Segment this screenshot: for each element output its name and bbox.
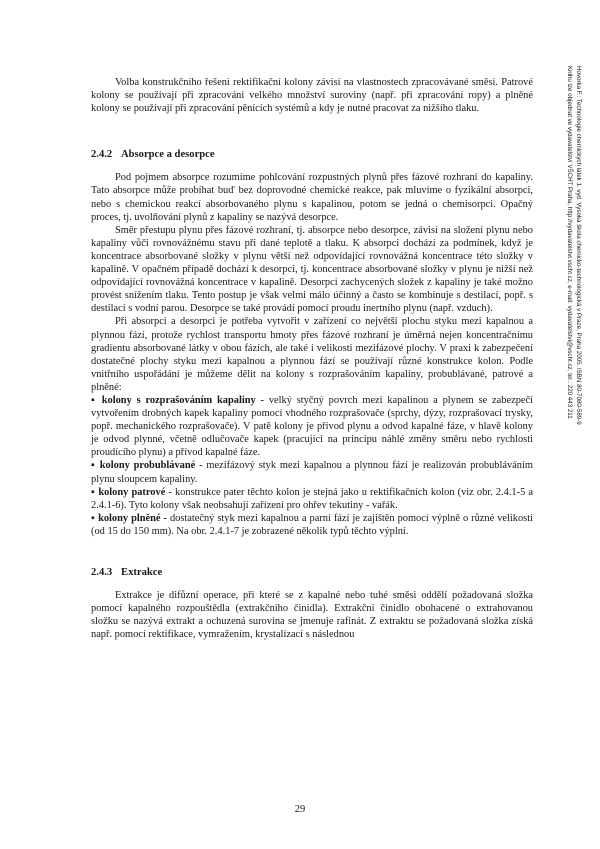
bullet-icon: ▪ xyxy=(91,512,96,524)
list-item-text: konstrukce pater těchto kolon je stejná jako u rektifikačních kolon (viz obr. 2.4.1-5 a 2.4.1-6). Tyto kolony však neobsahují zařízení pro ohřev tekutiny - vařák. xyxy=(91,486,534,511)
section-number: 2.4.2 xyxy=(91,149,113,161)
bullet-icon: ▪ xyxy=(91,394,97,406)
list-item xyxy=(91,459,533,485)
bullet-icon: ▪ xyxy=(91,460,96,472)
side-citation-line-1: Hovorka F.: Technologie chemických látek 1. vyd. Vysoká škola chemicko-technologická v Praze, Praha 2005. ISBN 80-7080-589-9 xyxy=(575,66,582,425)
page-number: 29 xyxy=(294,804,306,815)
list-item-text: velký styčný povrch mezi kapalinou a plynem se zabezpečí vytvořením drobných kapek kapaliny pomocí vhodného rozprašovače (sprchy, dýzy, rozprašovací trysky, popř. mechanického rozprašovače). V patě kolony je přívod plynu a odvod kapalné fáze, v hlavě kolony je odvod plynné, včetně odlučovače kapek (pracující na principu náhlé změny směru nebo rychlosti proudícího plynu) a přívod kapalné fáze. xyxy=(91,394,533,459)
section-title: Absorpce a desorpce xyxy=(121,149,215,161)
side-citation-line-2: Knihu lze objednat ve vydavatelství VŠCHT Praha, http://vydavatelstvi.vscht.cz, e-mail: vydavatelstvi@vscht.cz, tel.: 220 443 211 xyxy=(566,66,573,419)
section-number: 2.4.3 xyxy=(91,567,113,578)
list-item-term: kolony s rozprašováním kapaliny - xyxy=(101,394,265,406)
absorpce-paragraph-3: Při absorpci a desorpci je potřeba vytvořit v zařízení co největší plochu styku mezi kapalnou a plynnou fází, protože rychlost transportu hmoty přes fázové rozhraní je úměrná nejen koncentračnímu gradientu absorbované látky v obou fázích, ale také i velikosti mezifázové plochy. V praxi k zabezpečení dostatečné plochy styku mezi kapalnou a plynnou fází se používají různé konstrukce kolon. Podle vnitřního uspořádání je můžeme dělit na kolony s rozprašováním kapaliny, probublávané, patrové a plněné: xyxy=(91,316,533,393)
column-types-list xyxy=(91,394,533,538)
absorpce-paragraph-1: Pod pojmem absorpce rozumíme pohlcování rozpustných plynů přes fázové rozhraní do kapaliny. Tato absorpce může probíhat buď bez doprovodné chemické reakce, pak mluvíme o fyzikální absorpci, nebo s chemickou reakcí absorbovaného plynu s kapalinou, potom se jedná o chemisorpci. Opačný proces, tj. uvolňování plynů z kapaliny se nazývá desorpce. xyxy=(91,172,533,223)
list-item xyxy=(91,394,533,459)
side-citation-text xyxy=(565,66,583,586)
side-citation-note xyxy=(547,66,583,586)
section-heading-absorpce xyxy=(91,148,533,161)
list-item-text: mezifázový styk mezi kapalnou a plynnou fází je realizován probubláváním plynu sloupcem kapaliny. xyxy=(91,460,533,485)
section-heading-extrakce xyxy=(91,566,533,579)
bullet-icon: ▪ xyxy=(91,486,96,498)
page-content xyxy=(91,76,533,641)
absorpce-paragraph-2: Směr přestupu plynu přes fázové rozhraní, tj. absorpce nebo desorpce, závisí na složení plynu nebo kapaliny vůči rovnovážnému stavu při dané teplotě a tlaku. K absorpci dochází za podmínek, když je koncentrace absorbované složky v plynu větší než odpovídající rovnovážná koncentrace této složky v kapalině. V opačném případě dochází k desorpci, tj. koncentrace absorbované složky v plynu je nižší než odpovídající rovnovážná koncentrace v kapalině. Desorpci zachycených složek z kapaliny je také možno provést snížením tlaku. Tento postup je však velmi málo účinný a často se kombinuje s destilací, popř. s destilací s vodní parou. Desorpce se také provádí pomocí proudu inertního plynu (např. vzduch). xyxy=(91,224,533,315)
section-title: Extrakce xyxy=(121,567,163,578)
list-item xyxy=(91,486,533,512)
list-item xyxy=(91,512,533,538)
list-item-term: kolony patrové - xyxy=(98,486,172,498)
list-item-term: kolony probublávané - xyxy=(99,460,203,472)
list-item-term: kolony plněné - xyxy=(98,512,167,524)
intro-paragraph: Volba konstrukčního řešení rektifikační kolony závisí na vlastnostech zpracovávané směsi. Patrové kolony se používají při zpracování velkého množství suroviny (např. při zpracování ropy) a plněné kolony se používají při zpracování pěnících systémů a kdy je nutné pracovat za nižšího tlaku. xyxy=(91,77,533,115)
extrakce-paragraph-1: Extrakce je difůzní operace, při které se z kapalné nebo tuhé směsi oddělí požadovaná složka pomocí kapalného rozpouštědla (extrakčního činidla). Extrakční činidlo obohacené o extrahovanou složku se nazývá extrakt a ochuzená surovina se jmenuje rafinát. Z extraktu se požadovaná složka získá např. pomocí rektifikace, vymražením, krystalizací s následnou xyxy=(91,590,533,641)
list-item-text: dostatečný styk mezi kapalnou a parní fází je zajištěn pomocí výplně o různé velikosti (od 15 do 150 mm). Na obr. 2.4.1-7 je zobrazené několik typů těchto výplní. xyxy=(91,512,533,537)
